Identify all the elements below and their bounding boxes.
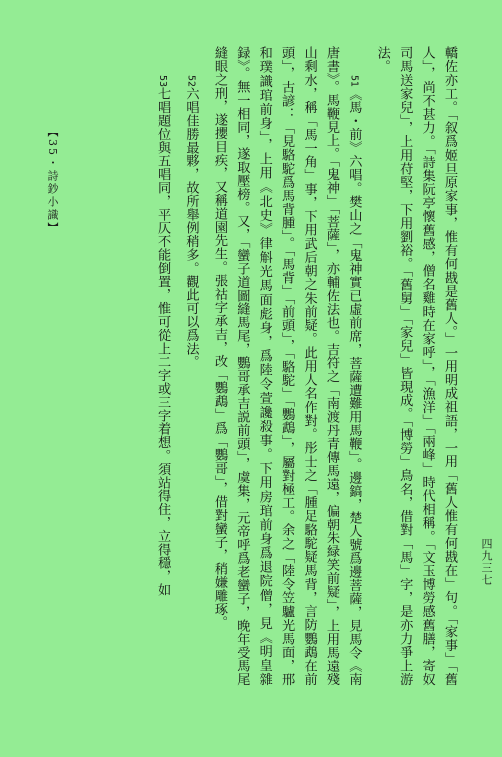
book-title-footer: 【35・詩鈔小識】 <box>46 126 59 235</box>
paragraph-51 <box>208 46 365 686</box>
paragraph-number: 51 <box>348 75 360 88</box>
paragraph-number: 53 <box>157 75 169 88</box>
paragraph-text: 轎佐亦工。「叙爲姬旦原家事，惟有何戡是舊人。」一用明成祖語，一用「舊人惟有何戡在」句。「家事」「舊人」，尚不甚力。「詩集阮亭懷舊感，僧名雞時在家呼」，「漁洋」「兩峰」時代相稱。「文玉博勞感舊膳，寄奴司馬送家兒」，上用苻堅，下用劉裕。「舊舅」「家兒」皆現成。「博勞」鳥名，借對「馬」字，是亦力爭上游法。 <box>374 46 457 686</box>
paragraph-53 <box>151 46 173 686</box>
page-number: 四九三七 <box>480 538 493 586</box>
paragraph-continued <box>370 46 460 686</box>
paragraph-text: 《馬・前》六唱。樊山之「鬼神實已虛前席，菩薩遭難用馬鞭」。邊鎬，楚人號爲邊菩薩，見馬令《南唐書》。馬鞭見上。「鬼神」「菩薩」，亦輔佐法也。吉符之「南渡丹青傳馬遠，偏朝朱緑笑前疑」，上用馬遠殘山剩水，稱「馬一角」事，下用武后朝之朱前疑。此用人名作對。彤士之「腫足駱駝疑馬背，言防鸚鵡在前頭」，古諺：「見駱駝爲馬背腫」。「馬背」「前頭」，「駱駝」「鸚鵡」，屬對極工。余之「陸令笠驢光馬面，邢和璞識琯前身」，上用《北史》律斛光馬面彪身，爲陸令萱讒殺事。下用房琯前身爲退院僧，見《明皇雜録》。無一相同，遂取壓榜。又，「蠻子道圖縫馬尾，鸚哥承吉説前頭」，虞集，元帝呼爲老蠻子，晚年受馬尾縫眼之刑，遂攖目疾，又稱道園先生。張祜字承吉，改「鸚鵡」爲「鸚哥」，借對蠻子，稍嫌雕琢。 <box>211 46 362 686</box>
paragraph-52 <box>179 46 201 686</box>
paragraph-text: 六唱佳勝最夥，故所舉例稍多。觀此可以爲法。 <box>183 87 199 369</box>
paragraph-number: 52 <box>185 75 197 88</box>
body-text <box>60 46 460 686</box>
paragraph-text: 七唱題位與五唱同，平仄不能倒置，惟可從上二字或三字着想。須站得住，立得穩，如 <box>155 87 171 597</box>
